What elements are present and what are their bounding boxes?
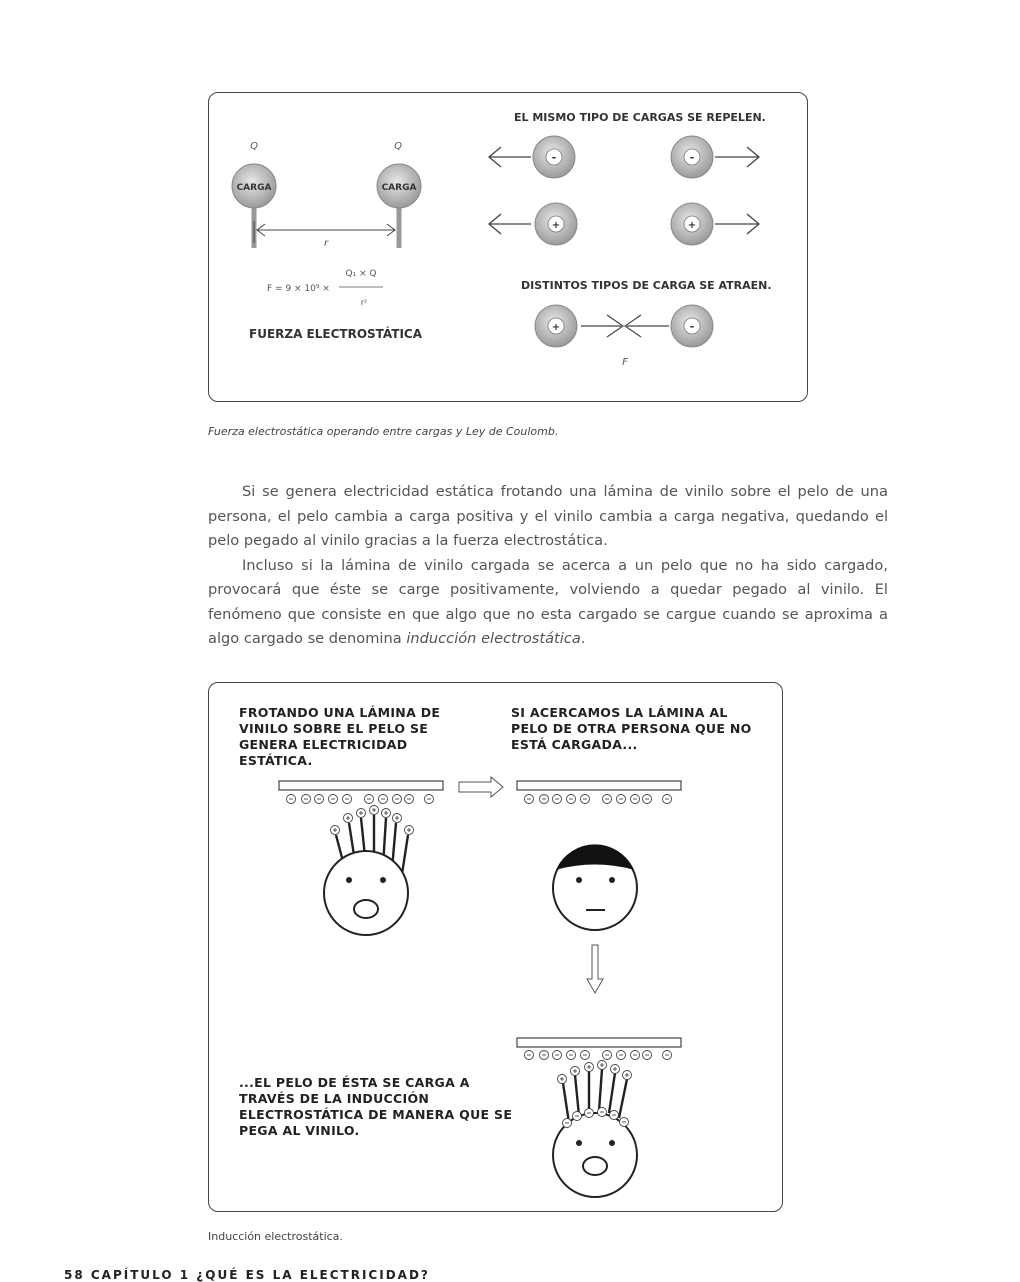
same-charges-title: EL MISMO TIPO DE CARGAS SE REPELEN. bbox=[514, 111, 766, 124]
pos-sign-2: + bbox=[687, 220, 697, 231]
vinyl-3-negative-charges bbox=[525, 1051, 672, 1060]
vinyl-2-negative-charges bbox=[525, 795, 672, 804]
q-left-label: Q bbox=[250, 141, 258, 152]
paragraph-2 bbox=[208, 554, 888, 652]
paragraph-2-end: . bbox=[580, 630, 586, 647]
vinyl-sheet-3 bbox=[517, 1038, 681, 1047]
different-charges-title: DISTINTOS TIPOS DE CARGA SE ATRAEN. bbox=[521, 279, 772, 292]
formula-left: F = 9 × 10⁹ × bbox=[267, 284, 330, 294]
page-footer: 58 CAPÍTULO 1 ¿QUÉ ES LA ELECTRICIDAD? bbox=[64, 1268, 430, 1282]
body-text bbox=[208, 480, 888, 652]
charge-label-right: CARGA bbox=[381, 183, 417, 193]
figure-induction-svg bbox=[209, 683, 782, 1211]
paragraph-1: Si se genera electricidad estática frotando una lámina de vinilo sobre el pelo de una persona, el pelo cambia a carga positiva y el vinilo cambia a carga negativa, quedando el pelo pegado al vinilo gracias a la fuerza electrostática. bbox=[208, 483, 888, 549]
neg-sign-2: - bbox=[689, 151, 695, 164]
vinyl-sheet-2 bbox=[517, 781, 681, 790]
face-3-eye-left bbox=[576, 1140, 582, 1146]
transfer-arrow bbox=[459, 777, 503, 797]
face-2-eye-left bbox=[576, 877, 582, 883]
figure-induction-box bbox=[208, 682, 783, 1212]
face-1-eye-left bbox=[346, 877, 352, 883]
figure-coulomb-caption: Fuerza electrostática operando entre cargas y Ley de Coulomb. bbox=[208, 425, 559, 438]
formula-numerator: Q₁ × Q bbox=[345, 269, 377, 279]
down-arrow bbox=[587, 945, 603, 993]
face-1-mouth bbox=[354, 900, 378, 918]
q-right-label: Q bbox=[394, 141, 402, 152]
face-3-mouth bbox=[583, 1157, 607, 1175]
figure-coulomb-svg bbox=[209, 93, 807, 401]
text-rubbing: FROTANDO UNA LÁMINA DE VINILO SOBRE EL PELO SE GENERA ELECTRICIDAD ESTÁTICA. bbox=[239, 705, 441, 768]
paragraph-2-text: Incluso si la lámina de vinilo cargada se acerca a un pelo que no ha sido cargado, provocará que éste se carge positivamente, volviendo a quedar pegado al vinilo. El fenómeno que consiste en que algo que no esta cargado se cargue cuando se aproxima a algo cargado se denomina bbox=[208, 556, 888, 647]
face-2-eye-right bbox=[609, 877, 615, 883]
text-result: ...EL PELO DE ÉSTA SE CARGA A TRAVÉS DE LA INDUCCIÓN ELECTROSTÁTICA DE MANERA QUE SE PEGA AL VINILO. bbox=[239, 1075, 513, 1138]
force-title: FUERZA ELECTROSTÁTICA bbox=[249, 327, 423, 341]
charge-label-left: CARGA bbox=[236, 183, 272, 193]
induced-hair-positive-charges bbox=[558, 1061, 632, 1084]
text-approach: SI ACERCAMOS LA LÁMINA AL PELO DE OTRA PERSONA QUE NO ESTÁ CARGADA... bbox=[511, 705, 752, 752]
vinyl-1-negative-charges bbox=[287, 795, 434, 804]
force-label: F bbox=[622, 357, 628, 368]
distance-label: r bbox=[323, 238, 329, 249]
term-induction: inducción electrostática bbox=[406, 630, 581, 647]
neg-sign-3: - bbox=[689, 320, 695, 333]
figure-coulomb-box bbox=[208, 92, 808, 402]
pos-sign-1: + bbox=[551, 220, 561, 231]
vinyl-sheet-1 bbox=[279, 781, 443, 790]
face-surprised-1 bbox=[324, 851, 408, 935]
face-1-eye-right bbox=[380, 877, 386, 883]
face-3-eye-right bbox=[609, 1140, 615, 1146]
pos-sign-3: + bbox=[551, 322, 561, 333]
formula-denominator: r² bbox=[360, 298, 368, 307]
figure-induction-caption: Inducción electrostática. bbox=[208, 1230, 343, 1243]
neg-sign-1: - bbox=[551, 151, 557, 164]
